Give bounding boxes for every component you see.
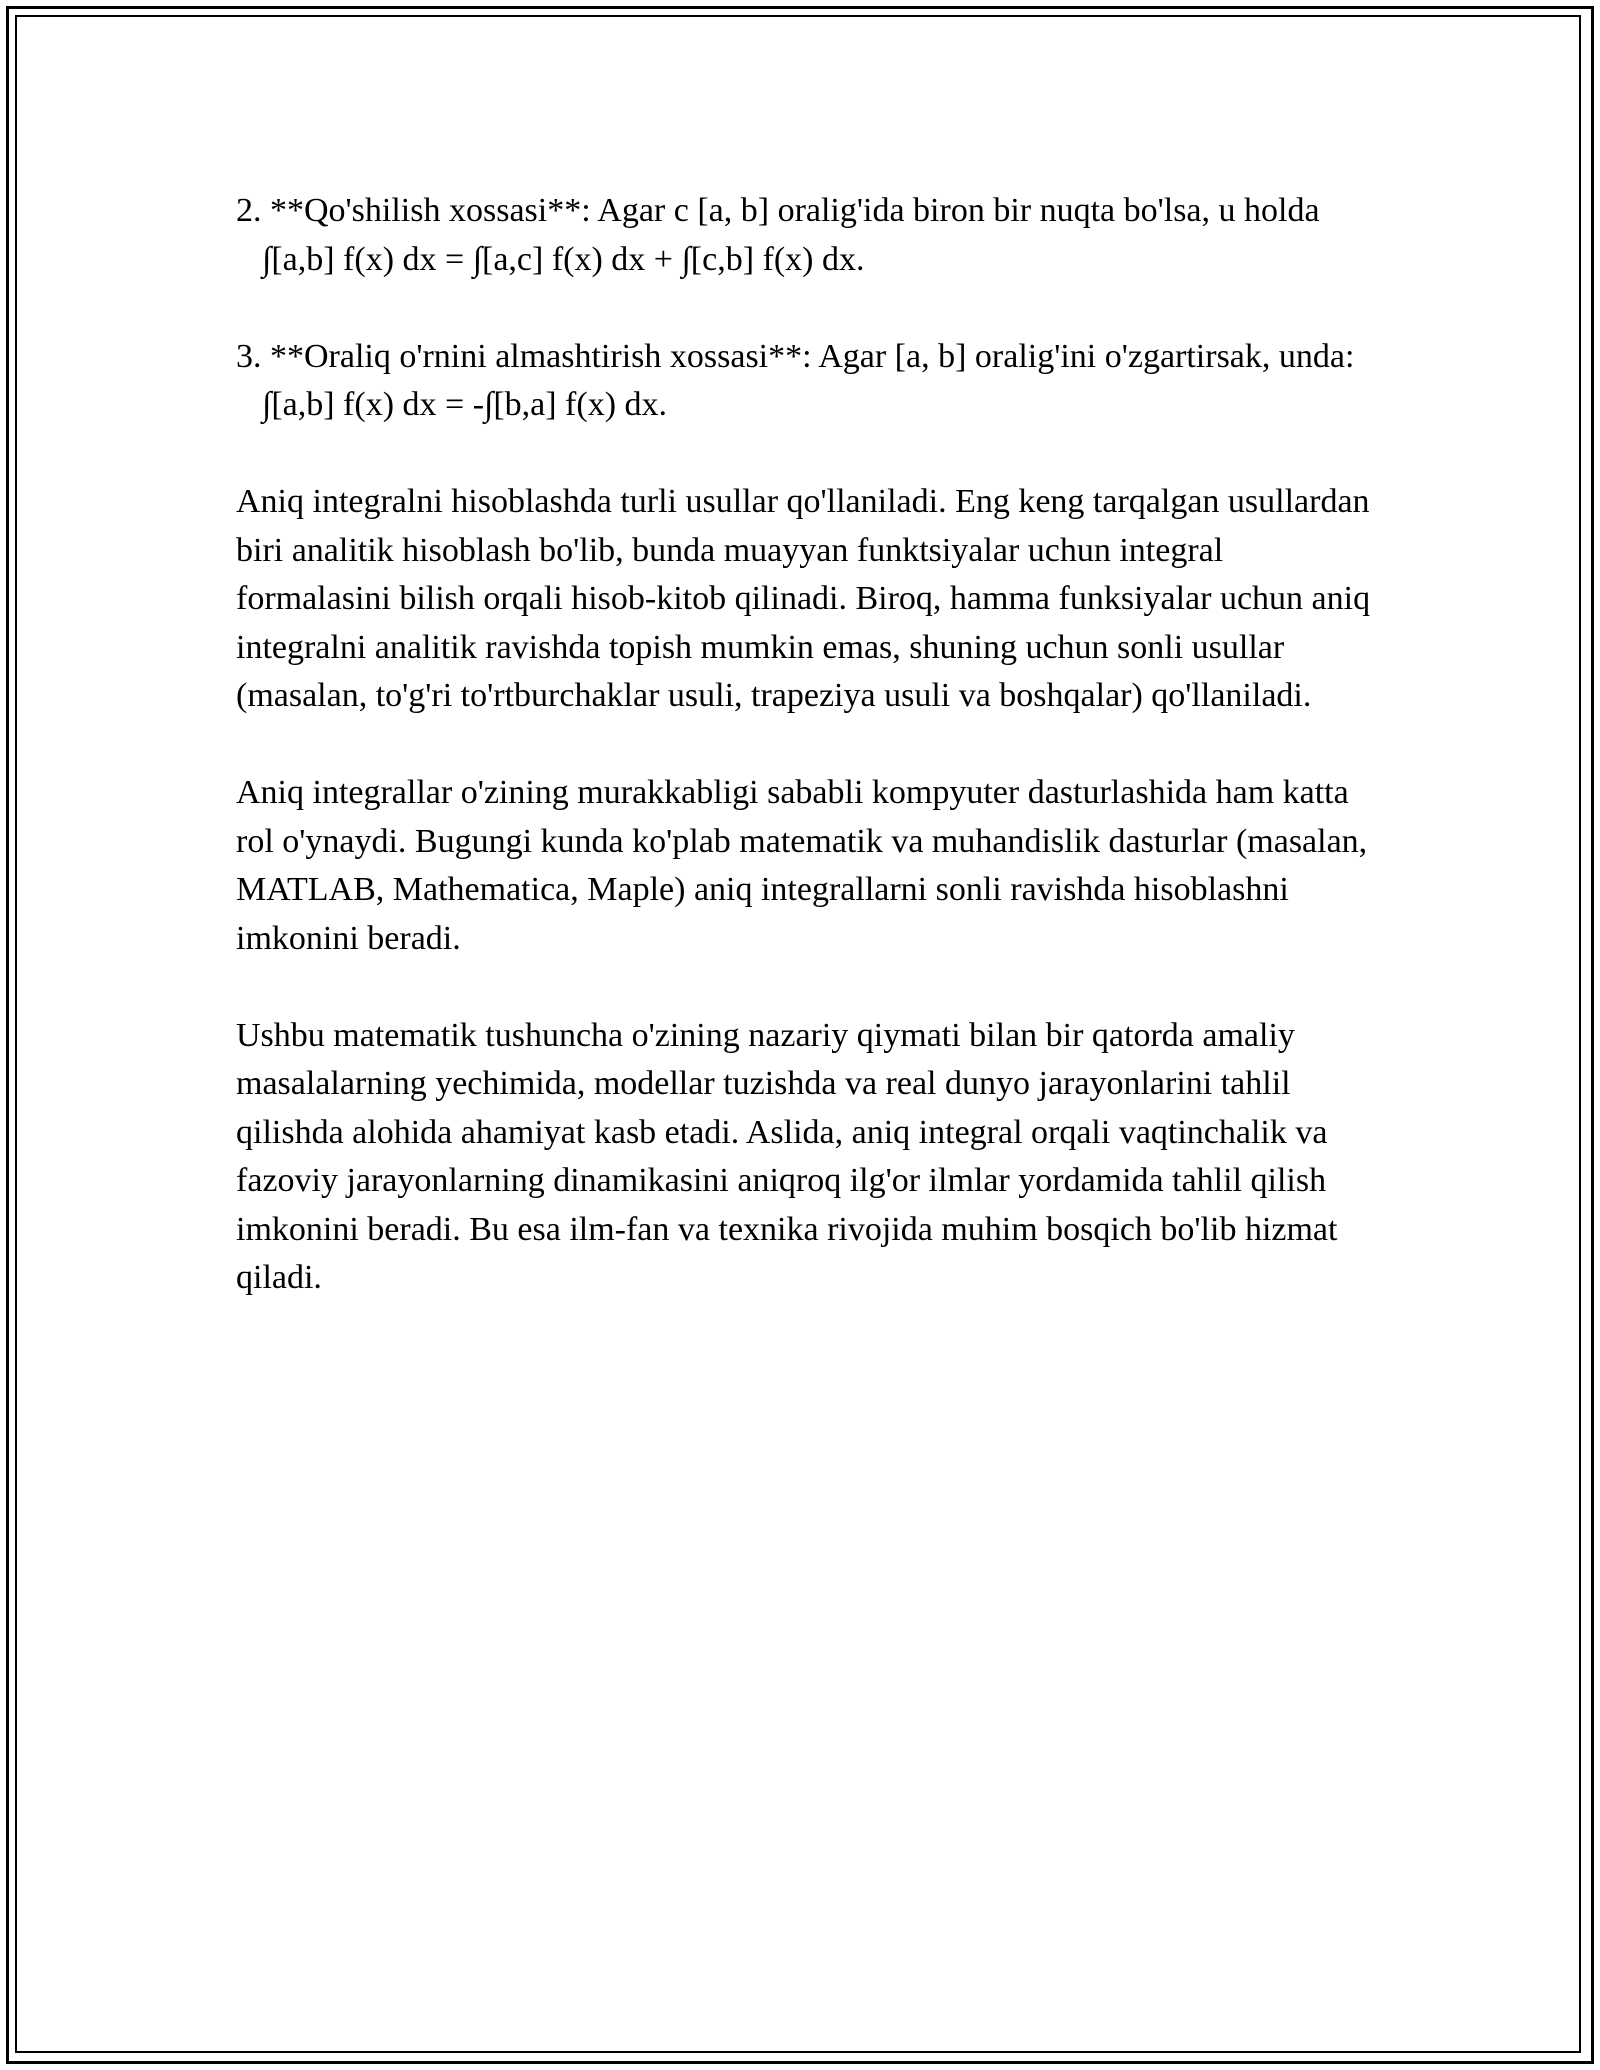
- paragraph-methods: Aniq integralni hisoblashda turli usullar qo'llaniladi. Eng keng tarqalgan usullardan biri analitik hisoblash bo'lib, bunda muayyan funktsiyalar uchun integral formalasini bilish orqali hisob-kitob qilinadi. Biroq, hamma funksiyalar uchun aniq integralni analitik ravishda topish mumkin emas, shuning uchun sonli usullar (masalan, to'g'ri to'rtburchaklar usuli, trapeziya usuli va boshqalar) qo'llaniladi.: [236, 483, 1371, 714]
- paragraph-significance: Ushbu matematik tushuncha o'zining nazariy qiymati bilan bir qatorda amaliy masalalarning yechimida, modellar tuzishda va real dunyo jarayonlarini tahlil qilishda alohida ahamiyat kasb etadi. Aslida, aniq integral orqali vaqtinchalik va fazoviy jarayonlarning dinamikasini aniqroq ilg'or ilmlar yordamida tahlil qilish imkonini beradi. Bu esa ilm-fan va texnika rivojida muhim bosqich bo'lib hizmat qiladi.: [236, 1016, 1338, 1296]
- property-item-text: 3. **Oraliq o'rnini almashtirish xossasi**: Agar [a, b] oralig'ini o'zgartirsak, unda:: [236, 337, 1355, 375]
- property-formula: ∫[a,b] f(x) dx = ∫[a,c] f(x) dx + ∫[c,b] f(x) dx.: [262, 240, 865, 278]
- document-body: [236, 187, 1386, 1351]
- property-item-addition: [236, 187, 1386, 284]
- property-formula: ∫[a,b] f(x) dx = -∫[b,a] f(x) dx.: [262, 386, 668, 423]
- property-item-interval-swap: [236, 333, 1386, 430]
- property-item-text: 2. **Qo'shilish xossasi**: Agar c [a, b] oralig'ida biron bir nuqta bo'lsa, u holda: [236, 192, 1320, 229]
- paragraph-software: Aniq integrallar o'zining murakkabligi sababli kompyuter dasturlashida ham katta rol o'ynaydi. Bugungi kunda ko'plab matematik va muhandislik dasturlar (masalan, MATLAB, Mathematica, Maple) aniq integrallarni sonli ravishda hisoblashni imkonini beradi.: [236, 774, 1368, 957]
